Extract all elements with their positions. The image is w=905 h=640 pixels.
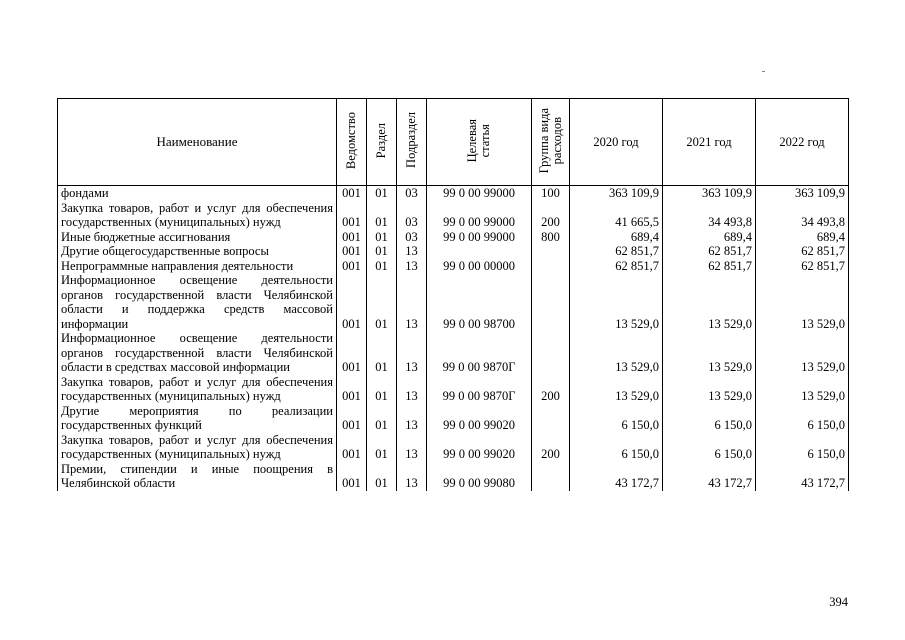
cell-2020: 6 150,0 xyxy=(570,433,663,462)
budget-table xyxy=(57,98,849,491)
table-row xyxy=(58,186,849,201)
cell-celevaya: 99 0 00 98700 xyxy=(427,273,532,331)
cell-2022: 43 172,7 xyxy=(756,462,849,491)
cell-podrazdel: 13 xyxy=(397,273,427,331)
header-gruppa: Группа вида расходов xyxy=(532,99,570,186)
cell-podrazdel: 13 xyxy=(397,462,427,491)
cell-name: Премии, стипендии и иные поощрения в Челябинской области xyxy=(58,462,337,491)
cell-celevaya: 99 0 00 9870Г xyxy=(427,331,532,375)
cell-razdel: 01 xyxy=(367,331,397,375)
cell-razdel: 01 xyxy=(367,201,397,230)
cell-celevaya: 99 0 00 99020 xyxy=(427,433,532,462)
cell-gruppa xyxy=(532,259,570,274)
cell-celevaya: 99 0 00 99000 xyxy=(427,230,532,245)
header-podrazdel: Подраздел xyxy=(397,99,427,186)
cell-2020: 689,4 xyxy=(570,230,663,245)
cell-gruppa: 200 xyxy=(532,375,570,404)
cell-name: Иные бюджетные ассигнования xyxy=(58,230,337,245)
cell-2022: 689,4 xyxy=(756,230,849,245)
cell-gruppa xyxy=(532,331,570,375)
cell-vedomstvo: 001 xyxy=(337,273,367,331)
cell-2021: 363 109,9 xyxy=(663,186,756,201)
cell-2021: 689,4 xyxy=(663,230,756,245)
cell-2021: 13 529,0 xyxy=(663,375,756,404)
page-number: 394 xyxy=(829,595,848,609)
cell-2020: 13 529,0 xyxy=(570,273,663,331)
table-row xyxy=(58,404,849,433)
cell-celevaya: 99 0 00 00000 xyxy=(427,259,532,274)
table-row xyxy=(58,331,849,375)
cell-podrazdel: 13 xyxy=(397,404,427,433)
cell-name: Другие общегосударственные вопросы xyxy=(58,244,337,259)
cell-razdel: 01 xyxy=(367,244,397,259)
cell-vedomstvo: 001 xyxy=(337,433,367,462)
cell-2020: 62 851,7 xyxy=(570,244,663,259)
cell-2020: 13 529,0 xyxy=(570,375,663,404)
cell-2021: 62 851,7 xyxy=(663,244,756,259)
cell-2021: 13 529,0 xyxy=(663,331,756,375)
cell-name: Информационное освещение деятельности органов государственной власти Челябинской области в средствах массовой информации xyxy=(58,331,337,375)
cell-razdel: 01 xyxy=(367,186,397,201)
cell-vedomstvo: 001 xyxy=(337,230,367,245)
cell-razdel: 01 xyxy=(367,230,397,245)
cell-vedomstvo: 001 xyxy=(337,201,367,230)
cell-celevaya: 99 0 00 99020 xyxy=(427,404,532,433)
cell-celevaya: 99 0 00 99000 xyxy=(427,201,532,230)
cell-celevaya: 99 0 00 9870Г xyxy=(427,375,532,404)
header-name: Наименование xyxy=(58,99,337,186)
cell-celevaya: 99 0 00 99080 xyxy=(427,462,532,491)
cell-podrazdel: 03 xyxy=(397,201,427,230)
cell-2022: 363 109,9 xyxy=(756,186,849,201)
cell-vedomstvo: 001 xyxy=(337,404,367,433)
scan-mark xyxy=(762,71,765,72)
table-row xyxy=(58,201,849,230)
header-razdel: Раздел xyxy=(367,99,397,186)
cell-gruppa xyxy=(532,462,570,491)
cell-razdel: 01 xyxy=(367,433,397,462)
cell-name: Закупка товаров, работ и услуг для обеспечения государственных (муниципальных) нужд xyxy=(58,201,337,230)
table-row xyxy=(58,230,849,245)
cell-gruppa xyxy=(532,244,570,259)
header-vedomstvo: Ведомство xyxy=(337,99,367,186)
cell-2020: 62 851,7 xyxy=(570,259,663,274)
cell-2021: 6 150,0 xyxy=(663,404,756,433)
cell-2020: 363 109,9 xyxy=(570,186,663,201)
header-celevaya: Целевая статья xyxy=(427,99,532,186)
cell-vedomstvo: 001 xyxy=(337,462,367,491)
cell-podrazdel: 03 xyxy=(397,186,427,201)
header-2022: 2022 год xyxy=(756,99,849,186)
cell-gruppa xyxy=(532,404,570,433)
table-header-row xyxy=(58,99,849,186)
cell-name: Закупка товаров, работ и услуг для обеспечения государственных (муниципальных) нужд xyxy=(58,375,337,404)
cell-razdel: 01 xyxy=(367,273,397,331)
cell-2022: 6 150,0 xyxy=(756,404,849,433)
cell-razdel: 01 xyxy=(367,375,397,404)
cell-name: фондами xyxy=(58,186,337,201)
cell-2021: 34 493,8 xyxy=(663,201,756,230)
cell-2022: 13 529,0 xyxy=(756,273,849,331)
cell-razdel: 01 xyxy=(367,462,397,491)
cell-gruppa: 100 xyxy=(532,186,570,201)
header-2020: 2020 год xyxy=(570,99,663,186)
cell-podrazdel: 13 xyxy=(397,259,427,274)
cell-razdel: 01 xyxy=(367,404,397,433)
cell-2022: 13 529,0 xyxy=(756,331,849,375)
table-row xyxy=(58,273,849,331)
table-body xyxy=(58,186,849,491)
cell-podrazdel: 03 xyxy=(397,230,427,245)
cell-vedomstvo: 001 xyxy=(337,259,367,274)
cell-2022: 62 851,7 xyxy=(756,244,849,259)
cell-podrazdel: 13 xyxy=(397,433,427,462)
cell-2022: 34 493,8 xyxy=(756,201,849,230)
table-row xyxy=(58,375,849,404)
table-row xyxy=(58,259,849,274)
cell-2022: 6 150,0 xyxy=(756,433,849,462)
cell-celevaya xyxy=(427,244,532,259)
cell-podrazdel: 13 xyxy=(397,375,427,404)
cell-name: Непрограммные направления деятельности xyxy=(58,259,337,274)
cell-gruppa: 200 xyxy=(532,201,570,230)
table-row xyxy=(58,462,849,491)
cell-2020: 13 529,0 xyxy=(570,331,663,375)
header-2021: 2021 год xyxy=(663,99,756,186)
cell-2021: 6 150,0 xyxy=(663,433,756,462)
cell-2021: 62 851,7 xyxy=(663,259,756,274)
table-row xyxy=(58,433,849,462)
cell-vedomstvo: 001 xyxy=(337,244,367,259)
cell-2020: 41 665,5 xyxy=(570,201,663,230)
cell-name: Закупка товаров, работ и услуг для обеспечения государственных (муниципальных) нужд xyxy=(58,433,337,462)
cell-2020: 43 172,7 xyxy=(570,462,663,491)
cell-podrazdel: 13 xyxy=(397,244,427,259)
cell-gruppa: 800 xyxy=(532,230,570,245)
cell-razdel: 01 xyxy=(367,259,397,274)
cell-2020: 6 150,0 xyxy=(570,404,663,433)
table-row xyxy=(58,244,849,259)
cell-2021: 43 172,7 xyxy=(663,462,756,491)
cell-2021: 13 529,0 xyxy=(663,273,756,331)
cell-2022: 62 851,7 xyxy=(756,259,849,274)
cell-name: Информационное освещение деятельности органов государственной власти Челябинской области и поддержка средств массовой информации xyxy=(58,273,337,331)
cell-celevaya: 99 0 00 99000 xyxy=(427,186,532,201)
cell-podrazdel: 13 xyxy=(397,331,427,375)
cell-vedomstvo: 001 xyxy=(337,186,367,201)
cell-vedomstvo: 001 xyxy=(337,375,367,404)
cell-name: Другие мероприятия по реализации государственных функций xyxy=(58,404,337,433)
cell-vedomstvo: 001 xyxy=(337,331,367,375)
cell-gruppa: 200 xyxy=(532,433,570,462)
cell-gruppa xyxy=(532,273,570,331)
cell-2022: 13 529,0 xyxy=(756,375,849,404)
